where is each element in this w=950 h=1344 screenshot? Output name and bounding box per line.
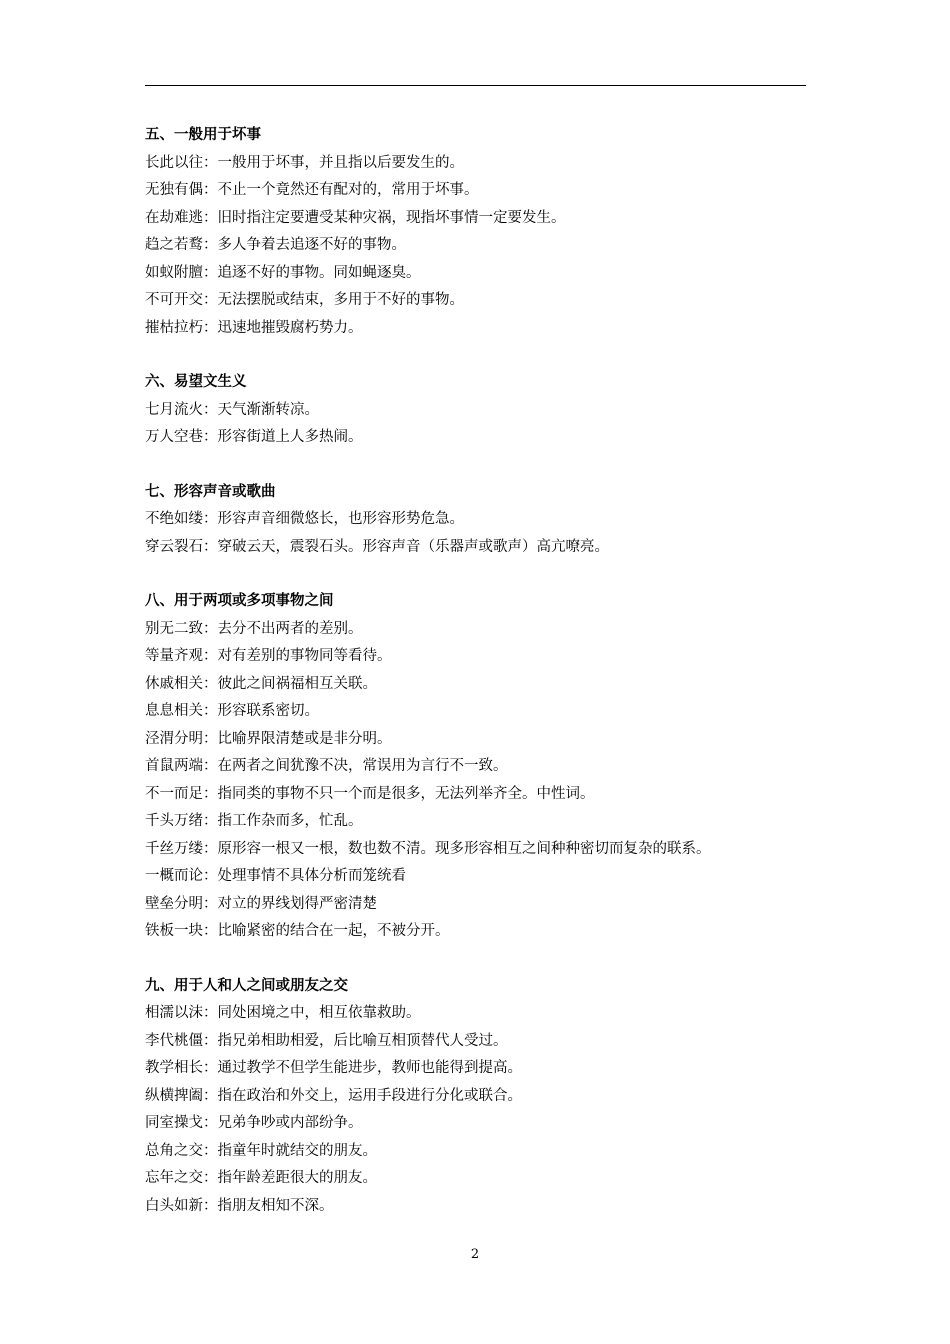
idiom-term: 忘年之交 (145, 1170, 203, 1186)
idiom-term: 在劫难逃 (145, 209, 203, 226)
idiom-definition: 迅速地摧毁腐朽势力。 (217, 319, 363, 336)
idiom-definition: 指童年时就结交的朋友。 (217, 1142, 377, 1159)
idiom-entry (145, 177, 815, 205)
idiom-term: 相濡以沫 (145, 1005, 203, 1021)
idiom-entry (145, 232, 815, 260)
term-separator: ： (203, 319, 218, 336)
term-separator: ： (203, 1060, 218, 1076)
idiom-definition: 去分不出两者的差别。 (217, 620, 363, 637)
idiom-term: 无独有偶 (145, 182, 203, 198)
idiom-entry (145, 1083, 815, 1111)
term-separator: ： (203, 1142, 218, 1159)
idiom-entry (145, 918, 815, 946)
idiom-definition: 对立的界线划得严密清楚 (217, 895, 377, 912)
idiom-term: 千丝万缕 (145, 840, 203, 857)
idiom-section (145, 122, 815, 342)
section-heading: 九、用于人和人之间或朋友之交 (145, 977, 348, 994)
idiom-definition: 旧时指注定要遭受某种灾祸，现指坏事情一定要发生。 (217, 209, 566, 226)
idiom-entry (145, 1110, 815, 1138)
idiom-term: 不一而足 (145, 785, 203, 802)
idiom-entry (145, 863, 815, 891)
section-heading: 七、形容声音或歌曲 (145, 483, 276, 500)
idiom-entry (145, 1193, 815, 1221)
idiom-section (145, 479, 815, 562)
idiom-term: 一概而论 (145, 868, 203, 884)
term-separator: ： (203, 648, 218, 664)
page-number: 2 (470, 1247, 480, 1262)
idiom-definition: 穿破云天，震裂石头。形容声音（乐器声或歌声）高亢嘹亮。 (217, 538, 609, 555)
term-separator: ： (203, 429, 218, 445)
idiom-entry (145, 698, 815, 726)
idiom-term: 千头万绪 (145, 813, 203, 829)
idiom-term: 如蚁附膻 (145, 264, 203, 281)
idiom-definition: 对有差别的事物同等看待。 (217, 648, 392, 664)
term-separator: ： (203, 923, 218, 939)
idiom-term: 七月流火 (145, 401, 203, 418)
idiom-entry (145, 315, 815, 343)
idiom-term: 别无二致 (145, 620, 203, 637)
idiom-term: 首鼠两端 (145, 758, 203, 774)
idiom-entry (145, 891, 815, 919)
idiom-definition: 形容联系密切。 (217, 703, 319, 719)
idiom-term: 壁垒分明 (145, 895, 203, 912)
idiom-entry (145, 1028, 815, 1056)
term-separator: ： (203, 1005, 218, 1021)
idiom-entry (145, 753, 815, 781)
idiom-term: 纵横捭阖 (145, 1087, 203, 1104)
document-body (145, 122, 815, 1220)
idiom-term: 穿云裂石 (145, 538, 203, 555)
idiom-entry (145, 397, 815, 425)
section-heading: 六、易望文生义 (145, 374, 247, 390)
idiom-entry (145, 1000, 815, 1028)
idiom-term: 休戚相关 (145, 675, 203, 692)
term-separator: ： (203, 785, 218, 802)
idiom-term: 铁板一块 (145, 923, 203, 939)
idiom-entry (145, 671, 815, 699)
term-separator: ： (203, 401, 218, 418)
term-separator: ： (203, 154, 218, 171)
idiom-definition: 形容声音细微悠长，也形容形势危急。 (217, 511, 464, 527)
term-separator: ： (203, 1032, 218, 1049)
term-separator: ： (203, 703, 218, 719)
idiom-entry (145, 836, 815, 864)
idiom-term: 教学相长 (145, 1060, 203, 1076)
term-separator: ： (203, 840, 218, 857)
section-heading: 五、一般用于坏事 (145, 127, 261, 143)
idiom-term: 长此以往 (145, 154, 203, 171)
term-separator: ： (203, 264, 218, 281)
idiom-section (145, 369, 815, 452)
term-separator: ： (203, 237, 218, 253)
term-separator: ： (203, 1087, 218, 1104)
idiom-definition: 多人争着去追逐不好的事物。 (217, 237, 406, 253)
idiom-entry (145, 726, 815, 754)
idiom-term: 白头如新 (145, 1197, 203, 1214)
idiom-entry (145, 643, 815, 671)
idiom-definition: 指年龄差距很大的朋友。 (217, 1170, 377, 1186)
idiom-entry (145, 616, 815, 644)
idiom-term: 泾渭分明 (145, 730, 203, 747)
idiom-entry (145, 1165, 815, 1193)
idiom-definition: 指兄弟相助相爱，后比喻互相顶替代人受过。 (217, 1032, 508, 1049)
idiom-definition: 比喻界限清楚或是非分明。 (217, 730, 392, 747)
idiom-entry (145, 1055, 815, 1083)
idiom-entry (145, 287, 815, 315)
idiom-definition: 原形容一根又一根，数也数不清。现多形容相互之间种种密切而复杂的联系。 (217, 840, 711, 857)
idiom-section (145, 973, 815, 1221)
idiom-entry (145, 260, 815, 288)
term-separator: ： (203, 868, 218, 884)
idiom-definition: 指同类的事物不只一个而是很多，无法列举齐全。中性词。 (217, 785, 595, 802)
idiom-definition: 追逐不好的事物。同如蝇逐臭。 (217, 264, 421, 281)
term-separator: ： (203, 1115, 218, 1131)
idiom-term: 万人空巷 (145, 429, 203, 445)
term-separator: ： (203, 209, 218, 226)
idiom-definition: 指工作杂而多，忙乱。 (217, 813, 363, 829)
idiom-definition: 彼此之间祸福相互关联。 (217, 675, 377, 692)
idiom-term: 不绝如缕 (145, 511, 203, 527)
idiom-entry (145, 424, 815, 452)
section-heading: 八、用于两项或多项事物之间 (145, 593, 334, 609)
idiom-entry (145, 506, 815, 534)
term-separator: ： (203, 813, 218, 829)
header-rule (145, 85, 806, 86)
term-separator: ： (203, 1197, 218, 1214)
term-separator: ： (203, 538, 218, 555)
idiom-entry (145, 534, 815, 562)
idiom-definition: 处理事情不具体分析而笼统看 (217, 868, 406, 884)
idiom-entry (145, 150, 815, 178)
term-separator: ： (203, 620, 218, 637)
term-separator: ： (203, 182, 218, 198)
idiom-entry (145, 205, 815, 233)
term-separator: ： (203, 758, 218, 774)
idiom-entry (145, 1138, 815, 1166)
idiom-term: 等量齐观 (145, 648, 203, 664)
idiom-section (145, 588, 815, 946)
idiom-term: 同室操戈 (145, 1115, 203, 1131)
idiom-definition: 天气渐渐转凉。 (217, 401, 319, 418)
idiom-definition: 不止一个竟然还有配对的，常用于坏事。 (217, 182, 479, 198)
idiom-term: 摧枯拉朽 (145, 319, 203, 336)
term-separator: ： (203, 1170, 218, 1186)
idiom-definition: 同处困境之中，相互依靠救助。 (217, 1005, 421, 1021)
idiom-entry (145, 781, 815, 809)
idiom-definition: 兄弟争吵或内部纷争。 (217, 1115, 363, 1131)
idiom-term: 不可开交 (145, 292, 203, 308)
idiom-definition: 无法摆脱或结束，多用于不好的事物。 (217, 292, 464, 308)
idiom-definition: 一般用于坏事，并且指以后要发生的。 (217, 154, 464, 171)
idiom-definition: 在两者之间犹豫不决，常误用为言行不一致。 (217, 758, 508, 774)
idiom-definition: 比喻紧密的结合在一起，不被分开。 (217, 923, 450, 939)
idiom-definition: 指在政治和外交上，运用手段进行分化或联合。 (217, 1087, 522, 1104)
idiom-entry (145, 808, 815, 836)
idiom-term: 趋之若鹜 (145, 237, 203, 253)
idiom-definition: 指朋友相知不深。 (217, 1197, 334, 1214)
idiom-definition: 形容街道上人多热闹。 (217, 429, 363, 445)
term-separator: ： (203, 511, 218, 527)
term-separator: ： (203, 895, 218, 912)
idiom-term: 李代桃僵 (145, 1032, 203, 1049)
term-separator: ： (203, 675, 218, 692)
idiom-term: 息息相关 (145, 703, 203, 719)
idiom-term: 总角之交 (145, 1142, 203, 1159)
term-separator: ： (203, 292, 218, 308)
idiom-definition: 通过教学不但学生能进步，教师也能得到提高。 (217, 1060, 522, 1076)
term-separator: ： (203, 730, 218, 747)
